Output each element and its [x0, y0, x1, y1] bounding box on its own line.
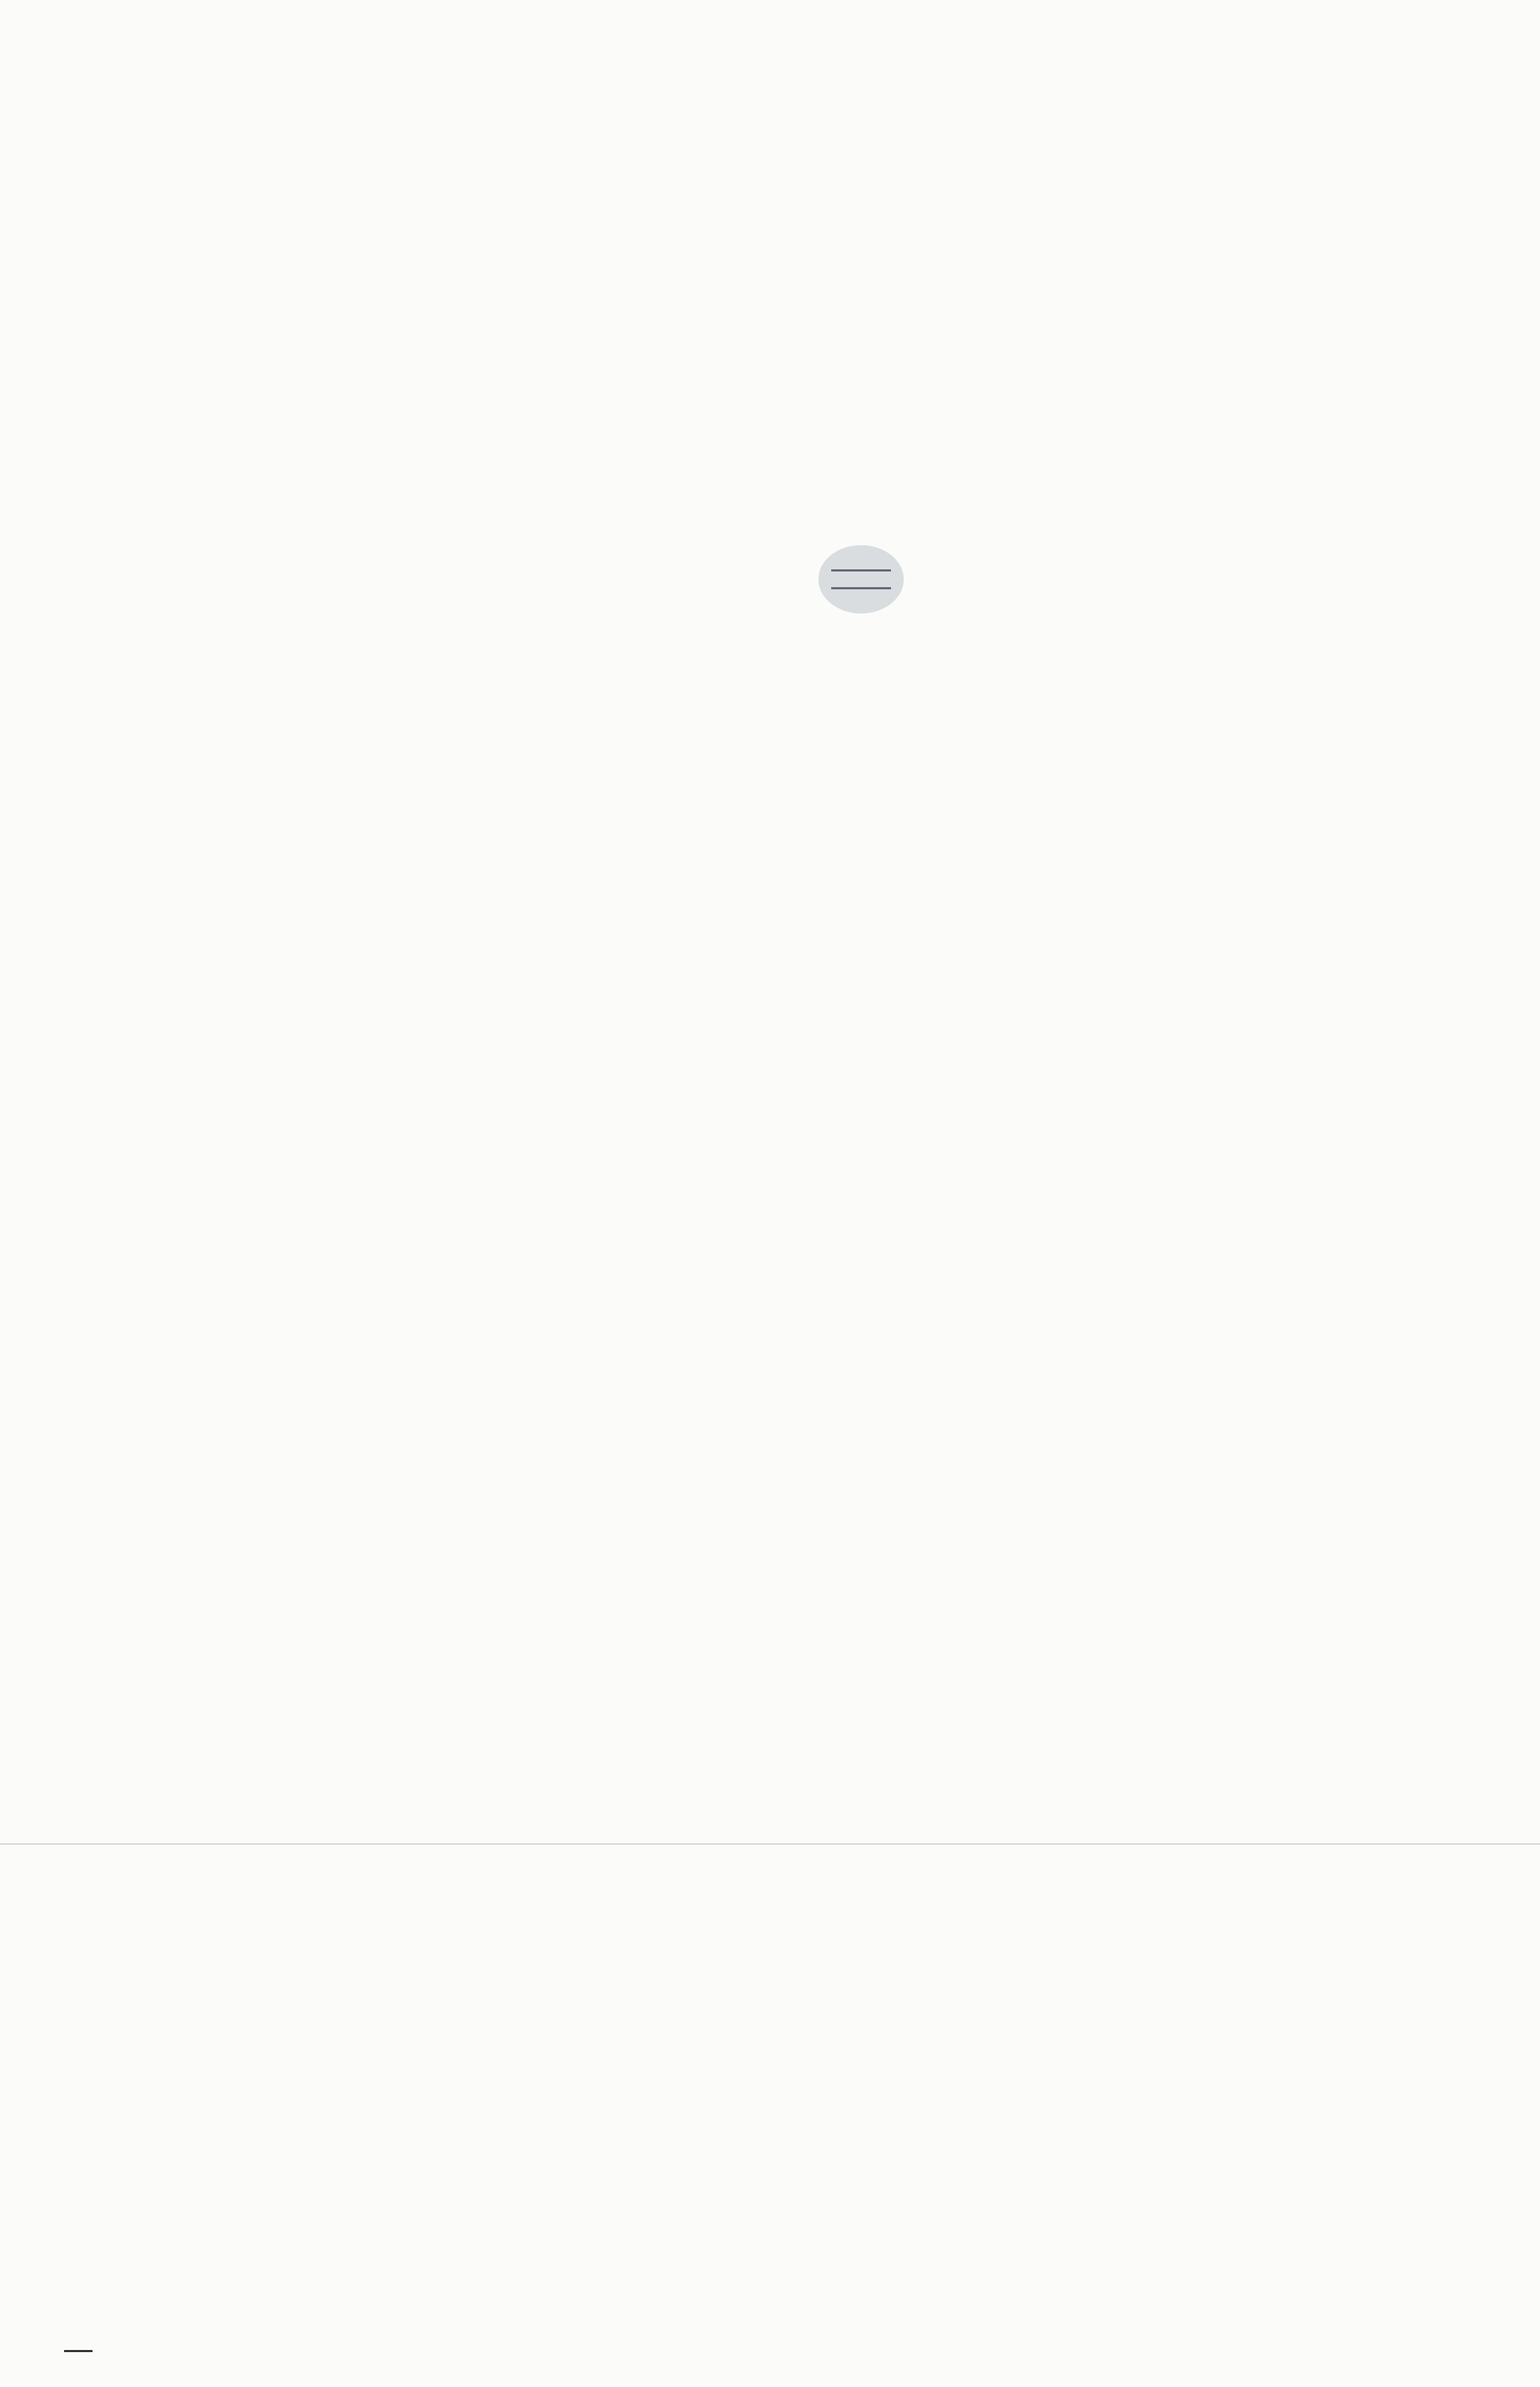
reading-answer-line-2	[171, 652, 1455, 686]
page-number-rule	[64, 2350, 93, 2352]
page-fold-line	[0, 1843, 1540, 1845]
stamp-label	[831, 569, 891, 589]
reading-answer-line-1	[100, 602, 1455, 636]
